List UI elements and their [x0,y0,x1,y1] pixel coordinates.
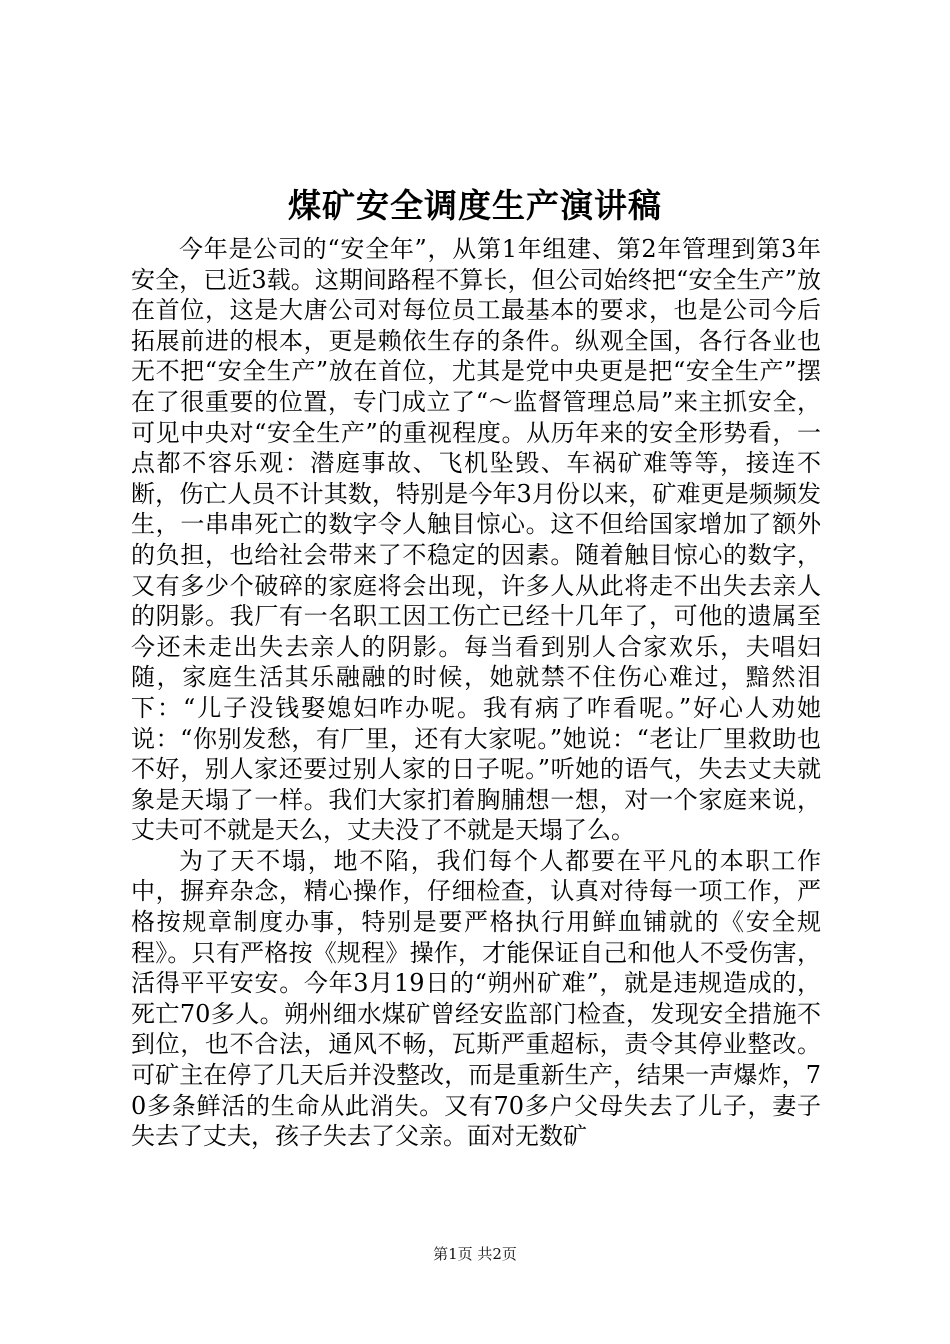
document-body [131,234,821,1152]
paragraph: 今年是公司的“安全年”，从第1年组建、第2年管理到第3年安全，已近3载。这期间路程不算长，但公司始终把“安全生产”放在首位，这是大唐公司对每位员工最基本的要求，也是公司今后拓展前进的根本，更是赖依生存的条件。纵观全国，各行各业也无不把“安全生产”放在首位，尤其是党中央更是把“安全生产”摆在了很重要的位置，专门成立了“～监督管理总局”来主抓安全，可见中央对“安全生产”的重视程度。从历年来的安全形势看，一点都不容乐观：潜庭事故、飞机坠毁、车祸矿难等等，接连不断，伤亡人员不计其数，特别是今年3月份以来，矿难更是频频发生，一串串死亡的数字令人触目惊心。这不但给国家增加了额外的负担，也给社会带来了不稳定的因素。随着触目惊心的数字，又有多少个破碎的家庭将会出现，许多人从此将走不出失去亲人的阴影。我厂有一名职工因工伤亡已经十几年了，可他的遗属至今还未走出失去亲人的阴影。每当看到别人合家欢乐，夫唱妇随，家庭生活其乐融融的时候，她就禁不住伤心难过，黯然泪下：“儿子没钱娶媳妇咋办呢。我有病了咋看呢。”好心人劝她说：“你别发愁，有厂里，还有大家呢。”她说：“老让厂里救助也不好，别人家还要过别人家的日子呢。”听她的语气，失去丈夫就象是天塌了一样。我们大家扪着胸脯想一想，对一个家庭来说，丈夫可不就是天么，丈夫没了不就是天塌了么。 [131,235,821,845]
document-title: 煤矿安全调度生产演讲稿 [288,186,662,225]
paragraph: 为了天不塌，地不陷，我们每个人都要在平凡的本职工作中，摒弃杂念，精心操作，仔细检查，认真对待每一项工作，严格按规章制度办事，特别是要严格执行用鲜血铺就的《安全规程》。只有严格按《规程》操作，才能保证自己和他人不受伤害，活得平平安安。今年3月19日的“朔州矿难”，就是违规造成的，死亡70多人。朔州细水煤矿曾经安监部门检查，发现安全措施不到位，也不合法，通风不畅，瓦斯严重超标，责令其停业整改。可矿主在停了几天后并没整改，而是重新生产，结果一声爆炸，70多条鲜活的生命从此消失。又有70多户父母失去了儿子，妻子失去了丈夫，孩子失去了父亲。面对无数矿 [131,846,821,1151]
page-number-footer: 第1页 共2页 [433,1245,517,1263]
